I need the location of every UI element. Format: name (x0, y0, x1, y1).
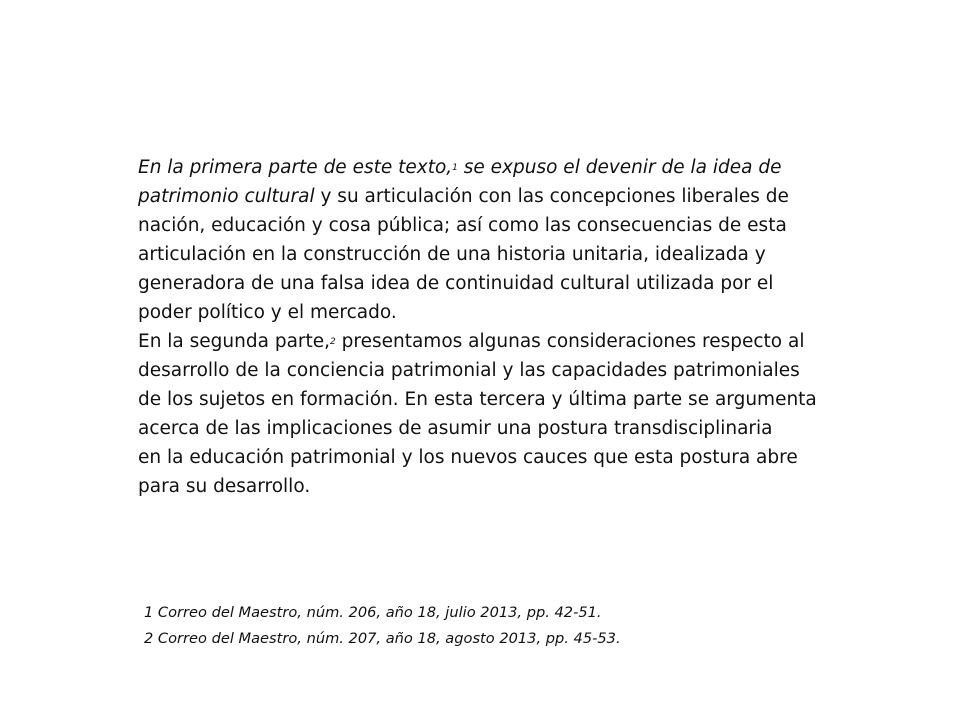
intro-italic-text: patrimonio cultural (138, 186, 315, 207)
text-segment: y su articulación con las concepciones liberales de (314, 186, 789, 207)
text-line: generadora de una falsa idea de continuidad cultural utilizada por el (138, 273, 774, 294)
text-line (138, 153, 858, 182)
text-line: articulación en la construcción de una historia unitaria, idealizada y (138, 244, 766, 265)
text-line: poder político y el mercado. (138, 302, 397, 323)
text-segment: En la segunda parte, (138, 331, 331, 352)
text-line (138, 327, 858, 356)
footnote-reference-1: 1 (452, 163, 458, 173)
text-line: de los sujetos en formación. En esta tercera y última parte se argumenta (138, 389, 817, 410)
footnote-2: 2 Correo del Maestro, núm. 207, año 18, agosto 2013, pp. 45-53. (144, 630, 621, 647)
text-line: para su desarrollo. (138, 476, 311, 497)
main-text (138, 153, 858, 501)
intro-italic-text: se expuso el devenir de la idea de (457, 157, 782, 178)
text-line: nación, educación y cosa pública; así como las consecuencias de esta (138, 215, 787, 236)
text-segment: presentamos algunas consideraciones respecto al (335, 331, 805, 352)
footnotes (144, 600, 844, 652)
intro-italic-text: En la primera parte de este texto, (138, 157, 453, 178)
text-line (138, 182, 858, 211)
text-line: desarrollo de la conciencia patrimonial y las capacidades patrimoniales (138, 360, 800, 381)
text-line: acerca de las implicaciones de asumir una postura transdisciplinaria (138, 418, 773, 439)
text-line: en la educación patrimonial y los nuevos cauces que esta postura abre (138, 447, 798, 468)
footnote-reference-2: 2 (330, 337, 336, 347)
footnote-1: 1 Correo del Maestro, núm. 206, año 18, julio 2013, pp. 42-51. (144, 604, 602, 621)
